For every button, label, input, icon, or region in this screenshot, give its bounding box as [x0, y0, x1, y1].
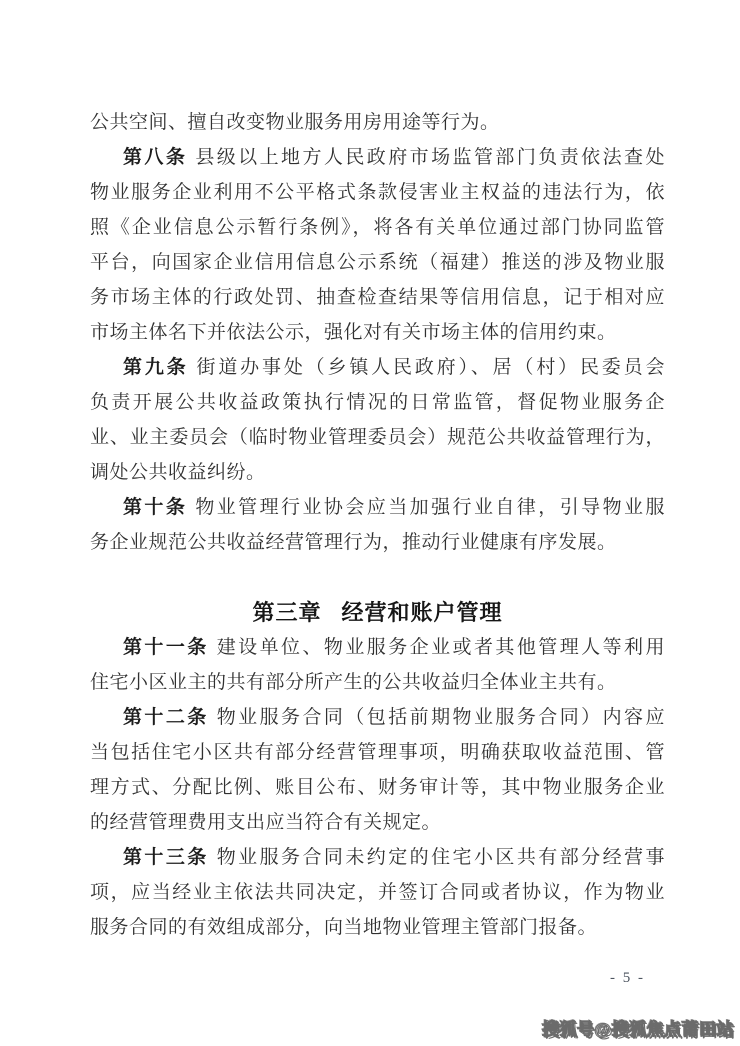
doc-line [90, 910, 665, 945]
line-text: 平台，向国家企业信用信息公示系统（福建）推送的涉及物业服 [90, 252, 665, 273]
line-text: 物业服务企业利用不公平格式条款侵害业主权益的违法行为，依 [90, 182, 665, 203]
line-text: 服务合同的有效组成部分，向当地物业管理主管部门报备。 [90, 917, 598, 938]
line-text: 住宅小区业主的共有部分所产生的公共收益归全体业主共有。 [90, 672, 617, 693]
article-number-label: 第八条 [123, 147, 188, 168]
document-body [90, 105, 665, 945]
line-text: 项，应当经业主依法共同决定，并签订合同或者协议，作为物业 [90, 882, 665, 903]
line-text: 物业管理行业协会应当加强行业自律，引导物业服 [195, 497, 665, 518]
doc-line [90, 840, 665, 875]
doc-line [90, 210, 665, 245]
line-text: 调处公共收益纠纷。 [90, 462, 266, 483]
doc-line [90, 805, 665, 840]
line-text: 负责开展公共收益政策执行情况的日常监管，督促物业服务企 [90, 392, 665, 413]
doc-line [90, 735, 665, 770]
doc-line [90, 875, 665, 910]
doc-line [90, 280, 665, 315]
chapter-title: 经营和账户管理 [341, 600, 503, 625]
doc-line [90, 105, 665, 140]
line-text: 务市场主体的行政处罚、抽查检查结果等信用信息，记于相对应 [90, 287, 665, 308]
article-number-label: 第十条 [123, 497, 188, 518]
line-text: 当包括住宅小区共有部分经营管理事项，明确获取收益范围、管 [90, 742, 665, 763]
line-text: 理方式、分配比例、账目公布、财务审计等，其中物业服务企业 [90, 777, 665, 798]
line-text: 务企业规范公共收益经营管理行为，推动行业健康有序发展。 [90, 532, 617, 553]
doc-line [90, 175, 665, 210]
line-text: 建设单位、物业服务企业或者其他管理人等利用 [216, 637, 665, 658]
doc-line [90, 665, 665, 700]
article-number-label: 第九条 [123, 357, 189, 378]
line-text: 街道办事处（乡镇人民政府）、居（村）民委员会 [196, 357, 665, 378]
chapter-number: 第三章 [252, 600, 322, 625]
chapter-heading [90, 595, 665, 630]
line-text: 业、业主委员会（临时物业管理委员会）规范公共收益管理行为， [90, 427, 665, 448]
doc-line [90, 700, 665, 735]
line-text: 县级以上地方人民政府市场监管部门负责依法查处 [195, 147, 665, 168]
line-text: 照《企业信息公示暂行条例》，将各有关单位通过部门协同监管 [90, 217, 665, 238]
line-text: 市场主体名下并依法公示，强化对有关市场主体的信用约束。 [90, 322, 617, 343]
doc-line [90, 455, 665, 490]
doc-line [90, 490, 665, 525]
doc-line [90, 420, 665, 455]
sohu-watermark: 搜狐号@搜狐焦点莆田站 [541, 1020, 734, 1039]
article-number-label: 第十一条 [123, 637, 209, 658]
doc-line [90, 315, 665, 350]
doc-line [90, 350, 665, 385]
doc-line [90, 140, 665, 175]
doc-line [90, 630, 665, 665]
article-number-label: 第十三条 [123, 847, 209, 868]
line-text: 物业服务合同（包括前期物业服务合同）内容应 [216, 707, 665, 728]
line-text: 公共空间、擅自改变物业服务用房用途等行为。 [90, 112, 500, 133]
doc-line [90, 245, 665, 280]
line-text: 物业服务合同未约定的住宅小区共有部分经营事 [216, 847, 665, 868]
page-number: - 5 - [610, 970, 645, 986]
blank-line [90, 560, 665, 595]
doc-line [90, 385, 665, 420]
doc-line [90, 525, 665, 560]
article-number-label: 第十二条 [123, 707, 209, 728]
line-text: 的经营管理费用支出应当符合有关规定。 [90, 812, 442, 833]
doc-line [90, 770, 665, 805]
